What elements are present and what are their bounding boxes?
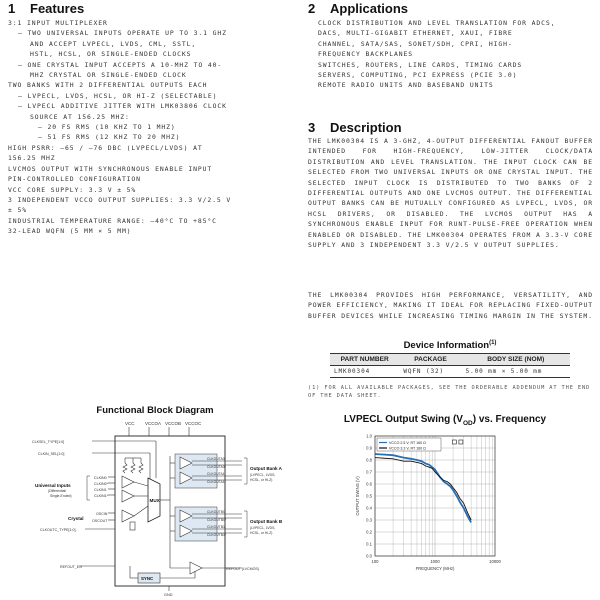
series-line (375, 458, 471, 520)
y-tick-label: 0.7 (366, 469, 372, 475)
chart-ticks (366, 434, 501, 565)
pin-label: OSCOUT (92, 519, 108, 523)
bank-a-title: Output Bank A (250, 466, 282, 471)
y-axis-label: OUTPUT SWING (V) (355, 476, 360, 516)
chart-legend (377, 438, 441, 451)
applications-heading (308, 1, 408, 16)
pin-label: CLKOUTB0* (207, 518, 227, 522)
y-tick-label: 0.5 (366, 493, 372, 499)
pin-label: CLKIN1* (94, 494, 108, 498)
chart-title-sub: OD (462, 420, 473, 427)
feature-line: VCC CORE SUPPLY: 3.3 V ± 5% (8, 185, 137, 194)
feature-line: – LVPECL ADDITIVE JITTER WITH LMK03806 CLOCK (18, 102, 227, 111)
table-cell: 5.00 mm × 5.00 mm (462, 366, 570, 378)
supply-label: VCCOB (165, 421, 182, 426)
bank-a-bracket (244, 458, 247, 484)
applications-title: Applications (330, 1, 409, 16)
y-tick-label: 0.6 (366, 481, 372, 487)
supply-label: VCCOA (145, 421, 162, 426)
universal-bracket (87, 476, 90, 500)
device-info-title (330, 340, 570, 351)
bank-a-sub: (LVPECL, LVDS, (250, 473, 276, 477)
y-tick-label: 0.0 (366, 553, 372, 559)
chart-series (375, 454, 471, 522)
sync-label: SYNC (141, 576, 154, 581)
description-paragraph-2: THE LMK00304 PROVIDES HIGH PERFORMANCE, VERSATILITY, AND POWER EFFICIENCY, MAKING IT IDEAL FOR REPLACING FIXED-OUTPUT BUFFER DEVICES WHILE INCREASING TIMING MARGIN IN THE SYSTEM. (308, 291, 593, 320)
data-marker (459, 440, 463, 444)
y-tick-label: 1.0 (366, 433, 372, 439)
pin-label: CLKIN0* (94, 482, 108, 486)
feature-line: 156.25 MHZ (8, 154, 56, 163)
universal-inputs-label: Universal Inputs (35, 483, 71, 488)
pin-label: OSCIN (96, 512, 108, 516)
table-row (330, 366, 570, 378)
applications-number: 2 (308, 1, 316, 16)
bank-b-sub: HCSL, or Hi-Z) (250, 531, 273, 535)
description-heading (308, 120, 402, 135)
application-line: DACS, MULTI-GIGABIT ETHERNET, XAUI, FIBRE (318, 29, 513, 38)
feature-line: ± 5% (8, 206, 27, 215)
universal-inputs-sub: Single-Ended) (50, 494, 72, 498)
features-heading (8, 1, 84, 16)
application-line: SWITCHES, ROUTERS, LINE CARDS, TIMING CARDS (318, 60, 523, 69)
feature-line: HIGH PSRR: –65 / –76 DBC (LVPECL/LVDS) AT (8, 143, 203, 152)
resistor-network (123, 458, 143, 473)
pin-label: CLKOUTB1 (207, 525, 225, 529)
legend-entry: VCCO 3.3 V, RT 160 Ω (389, 446, 426, 451)
chart-markers (452, 440, 463, 444)
feature-line: 3:1 INPUT MULTIPLEXER (8, 19, 108, 27)
chart-title (300, 414, 590, 427)
y-tick-label: 0.3 (366, 517, 372, 523)
supply-pins (129, 427, 189, 436)
device-info-table (330, 353, 570, 378)
x-tick-label: 100 (371, 559, 379, 564)
feature-line: AND ACCEPT LVPECL, LVDS, CML, SSTL, (30, 39, 197, 48)
feature-line: – ONE CRYSTAL INPUT ACCEPTS A 10-MHZ TO 40- (18, 60, 223, 69)
feature-line: SOURCE AT 156.25 MHZ: (30, 112, 130, 121)
pin-label: CLKSEL_TYPE[1:0] (32, 440, 65, 444)
pin-label: CLKOUTA0* (207, 465, 226, 469)
universal-inputs-sub: (Differential/ (48, 489, 67, 493)
y-tick-label: 0.1 (366, 541, 372, 547)
feature-line: MHZ CRYSTAL OR SINGLE-ENDED CLOCK (30, 71, 187, 80)
refout-buffer (190, 562, 202, 574)
pin-label: CLKIN1 (94, 488, 107, 492)
x-axis-label: FREQUENCY (MHz) (415, 566, 455, 571)
bank-b-sub: (LVPECL, LVDS, (250, 526, 276, 530)
pin-label: CLKOUTC_TYPE[1:0] (40, 528, 76, 532)
chart-title-main: LVPECL Output Swing (V (343, 414, 463, 425)
bank-b-title: Output Bank B (250, 519, 283, 524)
feature-line: INDUSTRIAL TEMPERATURE RANGE: –40°C TO +85°C (8, 216, 217, 225)
block-diagram-title: Functional Block Diagram (96, 405, 214, 416)
feature-line: PIN-CONTROLLED CONFIGURATION (8, 175, 141, 184)
table-header-cell: PART NUMBER (330, 354, 399, 366)
pin-label: CLKOUTA0 (207, 457, 225, 461)
input-pin-labels (32, 440, 109, 569)
device-info-title-text: Device Information (403, 340, 490, 352)
pin-label: CLKOUTB0 (207, 510, 225, 514)
feature-line: – LVPECL, LVDS, HCSL, OR HI-Z (SELECTABLE) (18, 91, 218, 100)
chart-title-end: ) vs. Frequency (472, 414, 547, 425)
pin-label: CLKIN0 (94, 476, 107, 480)
feature-line: – TWO UNIVERSAL INPUTS OPERATE UP TO 3.1 GHZ (18, 29, 227, 38)
feature-line: – 51 FS RMS (12 KHZ TO 20 MHZ) (38, 133, 181, 142)
application-line: CHANNEL, SATA/SAS, SONET/SDH, CPRI, HIGH- (318, 39, 513, 48)
pin-label: CLKOUTA1* (207, 480, 226, 484)
description-number: 3 (308, 120, 316, 135)
crystal-label: Crystal (68, 516, 84, 521)
pin-label: REFOUT_EN (60, 565, 82, 569)
applications-list (308, 18, 593, 91)
supply-label: VCCOC (185, 421, 202, 426)
description-paragraph-1: THE LMK00304 IS A 3-GHZ, 4-OUTPUT DIFFERENTIAL FANOUT BUFFER INTENDED FOR HIGH-FREQUENCY, LOW-JITTER CLOCK/DATA DISTRIBUTION AND LEVEL TRANSLATION. THE INPUT CLOCK CAN BE SELECTED FROM TWO UNIVERSAL INPUTS OR ONE CRYSTAL INPUT. THE SELECTED INPUT CLOCK IS DISTRIBUTED TO TWO BANKS OF 2 DIFFERENTIAL OUTPUTS AND ONE LVCMOS OUTPUT. THE DIFFERENTIAL OUTPUT BANKS CAN BE MUTUALLY CONFIGURED AS LVPECL, LVDS, OR HCSL DRIVERS, OR DISABLED. THE LVCMOS OUTPUT HAS A SYNCHRONOUS ENABLE INPUT FOR RUNT-PULSE-FREE OPERATION WHEN ENABLED OR DISABLED. THE LMK00304 OPERATES FROM A 3.3-V CORE SUPPLY AND 3 INDEPENDENT 3.3 V/2.5 V OUTPUT SUPPLIES. (308, 137, 593, 250)
bank-a-sub: HCSL, or Hi-Z) (250, 478, 273, 482)
data-marker (452, 440, 456, 444)
application-line: REMOTE RADIO UNITS AND BASEBAND UNITS (318, 81, 494, 90)
y-tick-label: 0.8 (366, 457, 372, 463)
pin-label: CLKOUTA1 (207, 472, 225, 476)
bank-b-bracket (244, 511, 247, 537)
y-tick-label: 0.2 (366, 529, 372, 535)
table-header-row (330, 354, 570, 366)
block-diagram (30, 418, 300, 596)
device-info-footnote: (1) FOR ALL AVAILABLE PACKAGES, SEE THE ORDERABLE ADDENDUM AT THE END OF THE DATA SHEET. (308, 385, 591, 399)
feature-line: – 20 FS RMS (10 KHZ TO 1 MHZ) (38, 123, 176, 132)
table-cell: LMK00304 (330, 366, 399, 378)
input-wires (80, 441, 156, 566)
y-tick-label: 0.9 (366, 445, 372, 451)
description-title: Description (330, 120, 402, 135)
table-header-cell: BODY SIZE (NOM) (462, 354, 570, 366)
input-buffers (122, 476, 148, 530)
feature-line: TWO BANKS WITH 2 DIFFERENTIAL OUTPUTS EACH (8, 81, 208, 90)
features-title: Features (30, 1, 85, 16)
vod-chart (345, 430, 505, 595)
pin-label: CLKOUTB1* (207, 533, 227, 537)
application-line: FREQUENCY BACKPLANES (318, 50, 413, 59)
mux-label: MUX (149, 498, 160, 503)
feature-line: LVCMOS OUTPUT WITH SYNCHRONOUS ENABLE INPUT (8, 164, 213, 173)
supply-label: VCC (125, 421, 135, 426)
x-tick-label: 1000 (430, 559, 440, 564)
y-tick-label: 0.4 (366, 505, 372, 511)
feature-line: 32-LEAD WQFN (5 MM × 5 MM) (8, 227, 132, 236)
refout-label: REFOUT (LVCMOS) (226, 567, 260, 571)
features-number: 1 (8, 1, 16, 16)
feature-line: HSTL, HCSL, OR SINGLE-ENDED CLOCKS (30, 50, 192, 59)
pin-label: CLKIN_SEL[1:0] (38, 452, 65, 456)
device-info-title-sup: (1) (489, 340, 497, 346)
table-cell: WQFN (32) (399, 366, 461, 378)
x-tick-label: 10000 (489, 559, 501, 564)
application-line: CLOCK DISTRIBUTION AND LEVEL TRANSLATION FOR ADCS, (318, 19, 556, 27)
features-list (8, 18, 293, 237)
application-line: SERVERS, COMPUTING, PCI EXPRESS (PCIE 3.0) (318, 71, 518, 80)
gnd-label: GND (164, 593, 173, 596)
chart-grid (375, 436, 495, 556)
table-header-cell: PACKAGE (399, 354, 461, 366)
feature-line: 3 INDEPENDENT VCCO OUTPUT SUPPLIES: 3.3 V/2.5 V (8, 195, 232, 204)
legend-entry: VCCO 2.5 V, RT 160 Ω (389, 440, 426, 445)
